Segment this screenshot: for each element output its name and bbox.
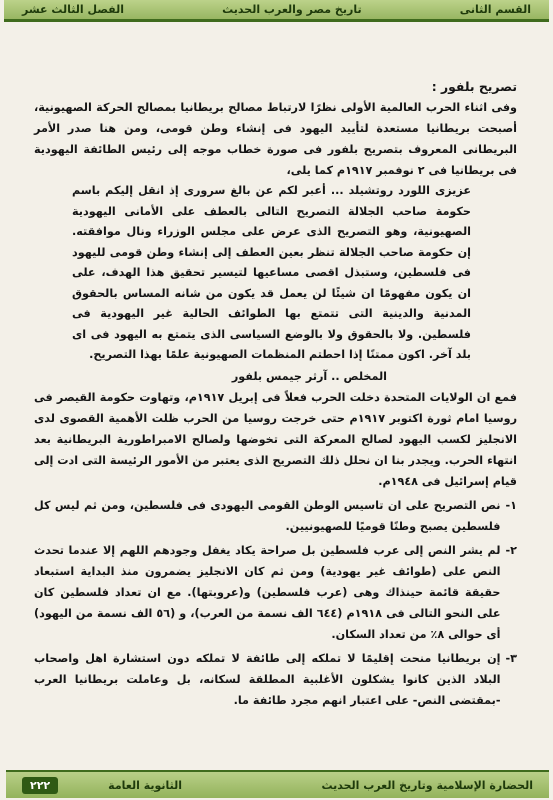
footer-book-title: الحضارة الإسلامية وتاريخ العرب الحديث bbox=[321, 778, 533, 792]
numbered-point bbox=[34, 540, 517, 645]
running-header bbox=[4, 0, 549, 22]
page-content bbox=[34, 76, 517, 711]
numbered-point bbox=[34, 495, 517, 537]
section-title: تصريح بلفور : bbox=[431, 79, 517, 94]
point-number: ١- bbox=[505, 498, 517, 512]
numbered-point bbox=[34, 648, 517, 711]
header-book-title: تاريخ مصر والعرب الحديث bbox=[222, 3, 362, 16]
header-section: القسم الثانى bbox=[459, 3, 531, 16]
point-number: ٣- bbox=[505, 651, 517, 665]
point-text: نص التصريح على ان تاسيس الوطن القومى اليهودى فى فلسطين، ومن ثم ليس كل فلسطين يصبح وطنًا قوميًا للصهيونيين. bbox=[34, 498, 501, 533]
footer-level: الثانوية العامة bbox=[108, 778, 183, 792]
page-number: ٢٢٢ bbox=[22, 777, 58, 794]
body-paragraph: فمع ان الولايات المتحدة دخلت الحرب فعلاً فى إبريل ١٩١٧م، وتهاوت حكومة القيصر فى روسيا امام ثورة اكتوبر ١٩١٧م حتى خرجت روسيا من الحرب ظلت الأهمية القصوى لدى الانجليز لكسب اليهود لصالح المعركة التى تخوضها ولصالح الامبراطورية البريطانية بعد انتهاء الحرب. ويجدر بنا ان نحلل ذلك التصريح الذى يعتبر من الأمور الرئيسة التى ادت إلى قيام إسرائيل فى ١٩٤٨م. bbox=[34, 390, 518, 488]
letter-signature: المخلص .. آرثر جيمس بلفور bbox=[231, 369, 387, 383]
intro-paragraph: وفى اثناء الحرب العالمية الأولى نظرًا لارتباط مصالح بريطانيا بمصالح الحركة الصهيونية، أصبحت بريطانيا مستعدة لتأييد اليهود فى إنشاء وطن قومى، ومن هنا صدر الأمر البريطانى المعروف بتصريح بلفور فى صورة خطاب موجه إلى رئيس الطائفة اليهودية فى بريطانيا فى ٢ نوفمبر ١٩١٧م كما يلى، bbox=[34, 101, 517, 177]
running-footer bbox=[6, 770, 549, 798]
balfour-letter-quote: عزيزى اللورد روتشيلد ... أعبر لكم عن بالغ سرورى إذ انقل إليكم باسم حكومة صاحب الجلالة التصريح التالى بالعطف على الأمانى اليهودية الصهيونية، وهو التصريح الذى عرض على مجلس الوزراء ونال موافقته. إن حكومة صاحب الجلالة تنظر بعين العطف إلى إنشاء وطن قومى لليهود فى فلسطين، وستبذل اقصى مساعيها لتيسير تحقيق هذا الهدف، على ان يكون مفهومًا ان شيئًا لن يعمل قد يكون من شانه المساس بالحقوق المدنية والدينية التى تتمتع بها الطوائف الحالية غير اليهودية فى فلسطين. ولا بالحقوق ولا بالوضع السياسى الذى يتمتع به اليهود فى اى بلد آخر. اكون ممتنًا إذا احطتم المنظمات الصهيونية علمًا بهذا التصريح. bbox=[72, 184, 471, 361]
point-number: ٢- bbox=[505, 543, 517, 557]
point-text: لم يشر النص إلى عرب فلسطين بل صراحة يكاد يغفل وجودهم اللهم إلا عندما تحدث النص على (طوائف غير يهودية) ومن ثم كان الانجليز يضمرون منذ البداية استبعاد حقيقة قائمة حينذاك وهى (عرب فلسطين) و(عروبتها). مع ان تعداد فلسطين كان على النحو التالى فى ١٩١٨م (٦٤٤ الف نسمة من العرب)، و (٥٦ الف نسمة من اليهود) أى حوالى ٨٪ من تعداد السكان. bbox=[34, 543, 501, 641]
point-text: إن بريطانيا منحت إقليمًا لا تملكه إلى طائفة لا تملكه دون استشارة اهل واصحاب البلاد الذين كانوا يشكلون الأغلبية المطلقة لسكانه، بل وعاملت بريطانيا العرب -بمقتضى النص- على اعتبار انهم مجرد طائفة ما. bbox=[34, 651, 501, 707]
header-chapter: الفصل الثالث عشر bbox=[22, 3, 124, 16]
